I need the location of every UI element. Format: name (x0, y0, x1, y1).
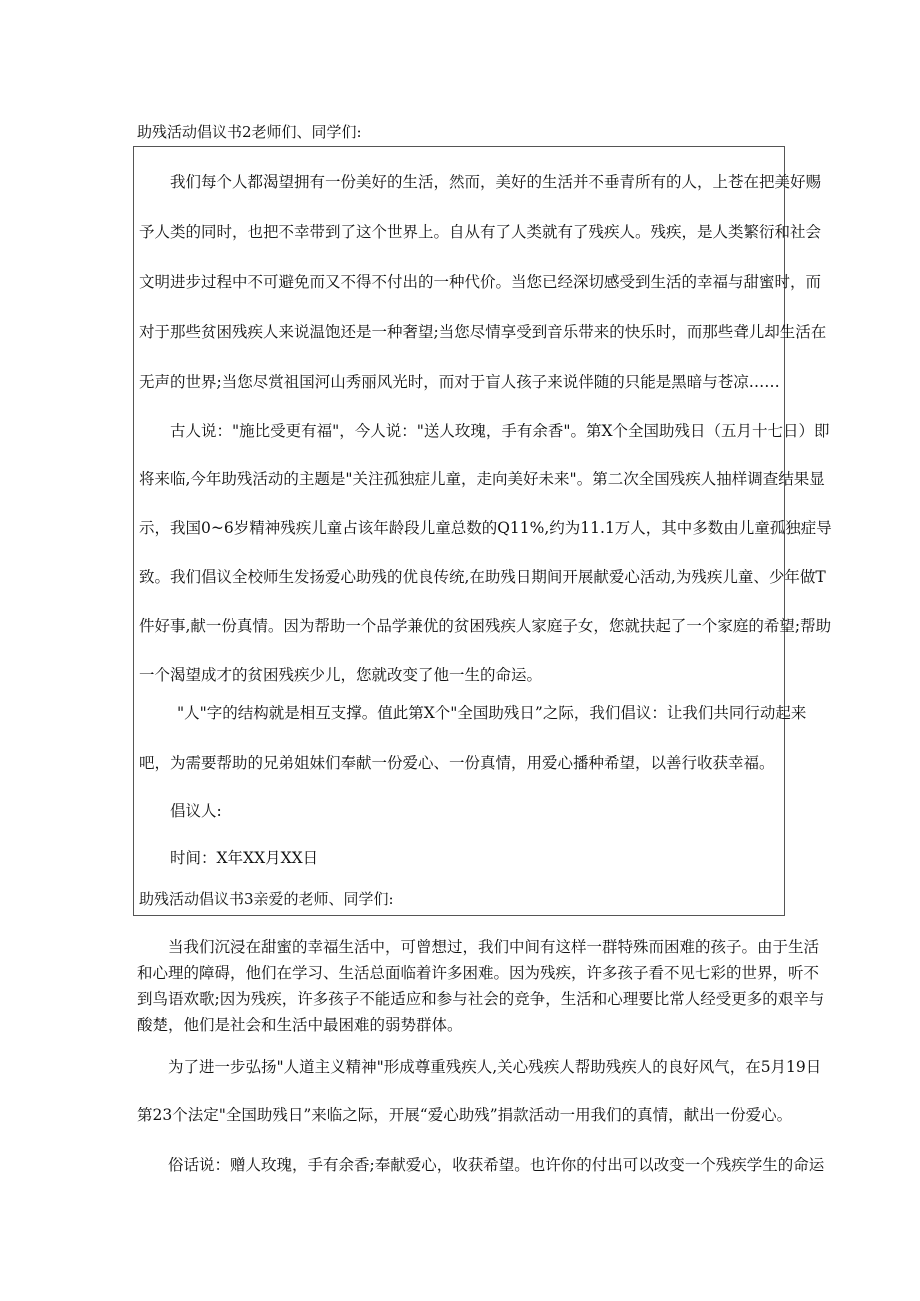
paragraph-line: 当我们沉浸在甜蜜的幸福生活中，可曾想过，我们中间有这样一群特殊而困难的孩子。由于生活 (168, 938, 820, 956)
paragraph-line: 将来临,今年助残活动的主题是"关注孤独症儿童，走向美好未来"。第二次全国残疾人抽样调查结果显 (139, 470, 825, 488)
paragraph-line: 对于那些贫困残疾人来说温饱还是一种奢望;当您尽情享受到音乐带来的快乐时，而那些聋儿却生活在 (139, 323, 827, 341)
paragraph-line: 一个渴望成才的贫困残疾少儿，您就改变了他一生的命运。 (139, 666, 543, 684)
paragraph-line: 到鸟语欢歌;因为残疾，许多孩子不能适应和参与社会的竞争，生活和心理要比常人经受更多的艰辛与 (137, 990, 825, 1008)
paragraph-line: 致。我们倡议全校师生发扬爱心助残的优良传统,在助残日期间开展献爱心活动,为残疾儿童、少年做T (139, 568, 826, 586)
paragraph-line: 为了进一步弘扬"人道主义精神"形成尊重残疾人,关心残疾人帮助残疾人的良好风气，在5月19日 (168, 1058, 822, 1076)
initiator-label: 倡议人: (170, 802, 222, 820)
paragraph-line: 古人说："施比受更有福"，今人说："送人玫瑰，手有余香"。第X个全国助残日（五月十七日）即 (170, 422, 830, 440)
paragraph-line: 和心理的障碍，他们在学习、生活总面临着许多困难。因为残疾，许多孩子看不见七彩的世界，听不 (137, 964, 820, 982)
paragraph-line: 无声的世界;当您尽赏祖国河山秀丽风光时，而对于盲人孩子来说伴随的只能是黑暗与苍凉…… (139, 373, 780, 391)
initiative-letter-box (133, 146, 832, 916)
paragraph-line: 予人类的同时，也把不幸带到了这个世界上。自从有了人类就有了残疾人。残疾，是人类繁衍和社会 (139, 223, 822, 241)
paragraph-line: 俗话说：赠人玫瑰，手有余香;奉献爱心，收获希望。也许你的付出可以改变一个残疾学生的命运 (168, 1156, 825, 1174)
paragraph-line: "人"字的结构就是相互支撑。值此第X个"全国助残日”之际，我们倡议：让我们共同行动起来 (177, 704, 807, 722)
paragraph-line: 吧，为需要帮助的兄弟姐妹们奉献一份爱心、一份真情，用爱心播种希望，以善行收获幸福。 (139, 754, 775, 772)
paragraph-line: 文明进步过程中不可避免而又不得不付出的一种代价。当您已经深切感受到生活的幸福与甜蜜时，而 (139, 273, 822, 291)
section-heading-2: 助残活动倡议书2老师们、同学们: (137, 123, 362, 141)
date-line: 时间：X年XX月XX日 (170, 849, 319, 867)
paragraph-line: 示，我国0~6岁精神残疾儿童占该年龄段儿童总数的Q11%,约为11.1万人，其中多数由儿童孤独症导 (139, 519, 832, 537)
paragraph-line: 件好事,献一份真情。因为帮助一个品学兼优的贫困残疾人家庭子女，您就扶起了一个家庭的希望;帮助 (139, 617, 832, 635)
paragraph-line: 酸楚，他们是社会和生活中最困难的弱势群体。 (137, 1016, 463, 1034)
paragraph-line: 第23个法定"全国助残日”来临之际，开展“爱心助残”捐款活动一用我们的真情，献出一份爱心。 (137, 1106, 793, 1124)
section-heading-3: 助残活动倡议书3亲爱的老师、同学们: (139, 890, 394, 908)
paragraph-line: 我们每个人都渴望拥有一份美好的生活，然而，美好的生活并不垂青所有的人，上苍在把美好赐 (170, 173, 822, 191)
